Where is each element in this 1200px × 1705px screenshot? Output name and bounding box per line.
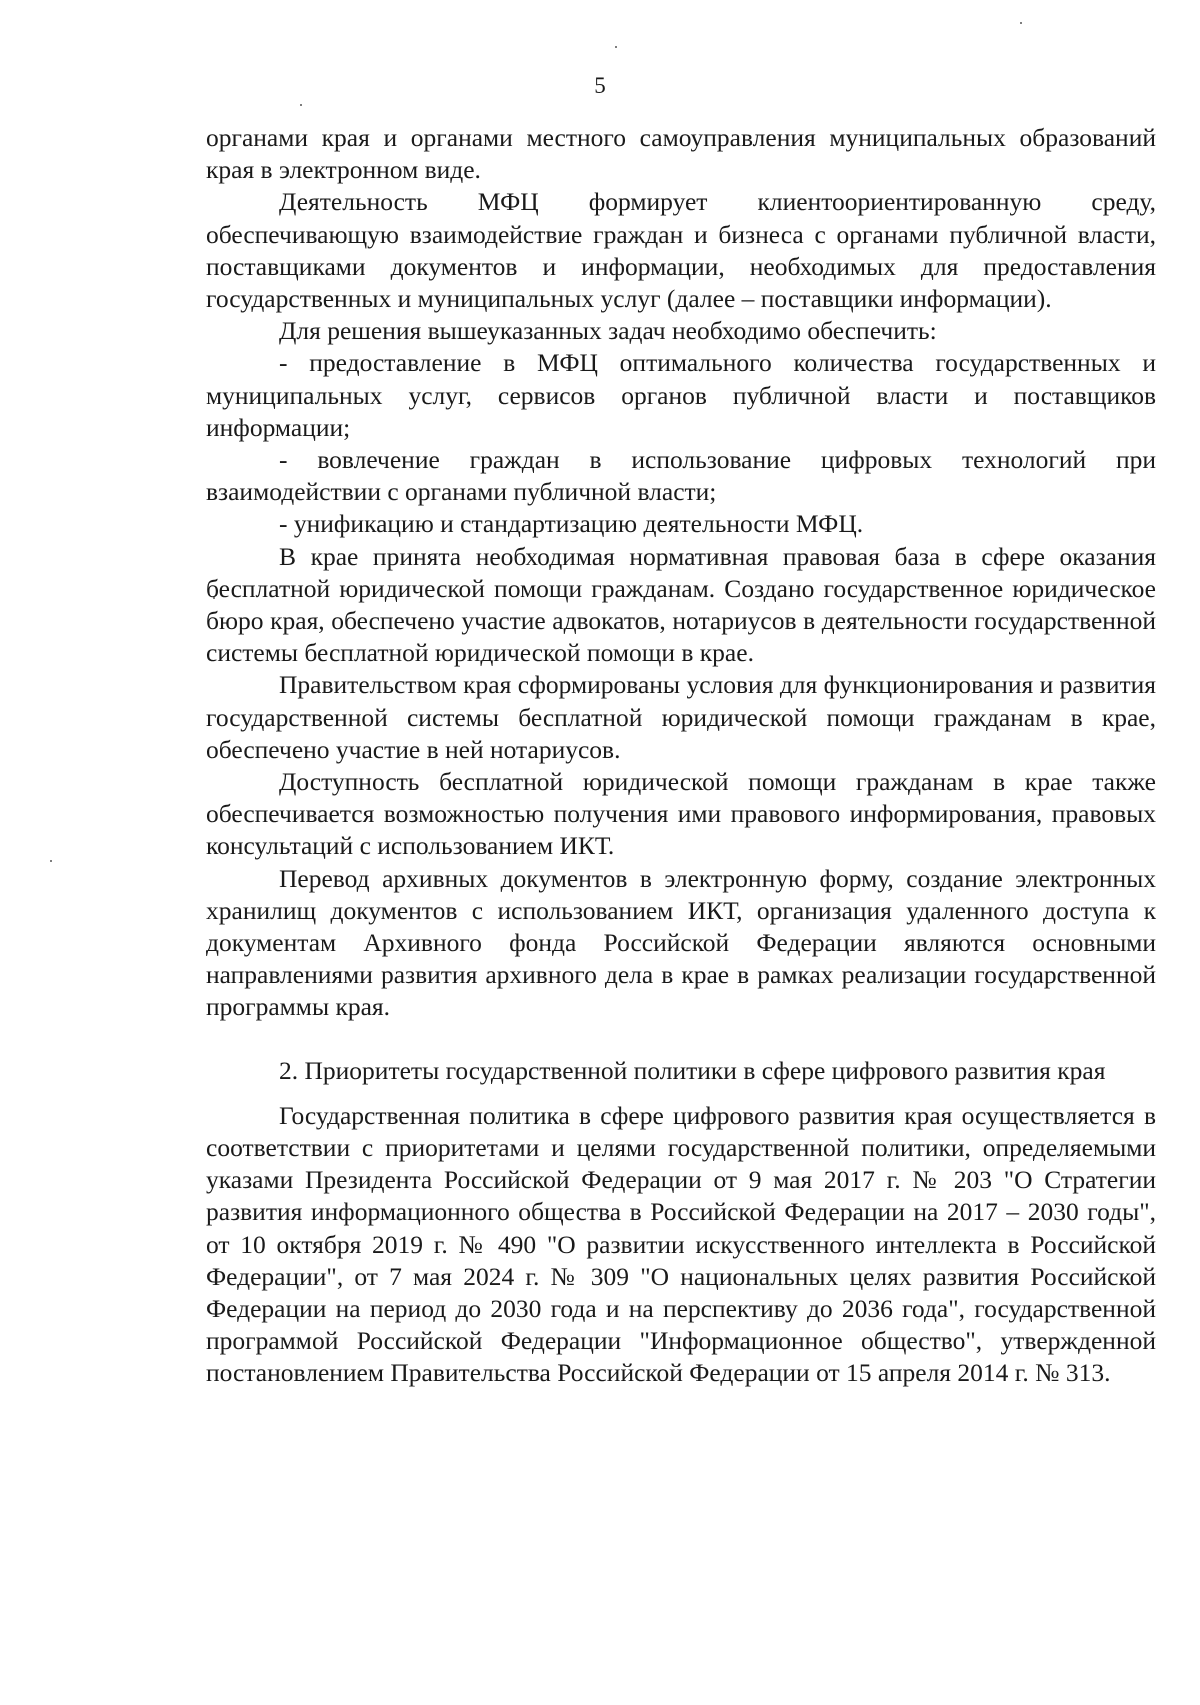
- paragraph: Перевод архивных документов в электронную форму, создание электронных хранилищ документов с использованием ИКТ, организация удаленного доступа к документам Архивного фонда Российской Федерации являются основными направлениями развития архивного дела в крае в рамках реализации государственной программы края.: [206, 863, 1156, 1022]
- list-item: - предоставление в МФЦ оптимального количества государственных и муниципальных услуг, сервисов органов публичной власти и поставщиков информации;: [206, 348, 1156, 442]
- list-item: - вовлечение граждан в использование цифровых технологий при взаимодействии с органами публичной власти;: [206, 445, 1156, 507]
- section-heading: 2. Приоритеты государственной политики в сфере цифрового развития края: [279, 1055, 1106, 1085]
- list-item: - унификацию и стандартизацию деятельности МФЦ.: [279, 509, 864, 539]
- paragraph: Доступность бесплатной юридической помощи гражданам в крае также обеспечивается возможностью получения ими правового информирования, правовых консультаций с использованием ИКТ.: [206, 767, 1156, 861]
- page-number: 5: [594, 73, 606, 98]
- paragraph: В крае принята необходимая нормативная правовая база в сфере оказания бесплатной юридической помощи гражданам. Создано государственное юридическое бюро края, обеспечено участие адвокатов, нотариусов в деятельности государственной системы бесплатной юридической помощи в крае.: [206, 541, 1156, 668]
- scan-speck: [300, 104, 302, 106]
- paragraph: Деятельность МФЦ формирует клиентоориентированную среду, обеспечивающую взаимодействие граждан и бизнеса с органами публичной власти, поставщиками документов и информации, необходимых для предоставления государственных и муниципальных услуг (далее – поставщики информации).: [206, 187, 1156, 314]
- paragraph: Для решения вышеуказанных задач необходимо обеспечить:: [279, 316, 937, 346]
- paragraph: Государственная политика в сфере цифрового развития края осуществляется в соответствии с приоритетами и целями государственной политики, определяемыми указами Президента Российской Федерации от 9 мая 2017 г. № 203 "О Стратегии развития информационного общества в Российской Федерации на 2017 – 2030 годы", от 10 октября 2019 г. № 490 "О развитии искусственного интеллекта в Российской Федерации", от 7 мая 2024 г. № 309 "О национальных целях развития Российской Федерации на период до 2030 года и на перспективу до 2036 года", государственной программой Российской Федерации "Информационное общество", утвержденной постановлением Правительства Российской Федерации от 15 апреля 2014 г. № 313.: [206, 1100, 1156, 1388]
- paragraph: Правительством края сформированы условия для функционирования и развития государственной системы бесплатной юридической помощи гражданам в крае, обеспечено участие в ней нотариусов.: [206, 670, 1156, 764]
- scan-speck: [1020, 22, 1022, 24]
- document-body: [206, 122, 1156, 1390]
- paragraph: органами края и органами местного самоуправления муниципальных образований края в электронном виде.: [206, 123, 1156, 185]
- scan-speck: [615, 46, 617, 48]
- scan-speck: [50, 860, 52, 862]
